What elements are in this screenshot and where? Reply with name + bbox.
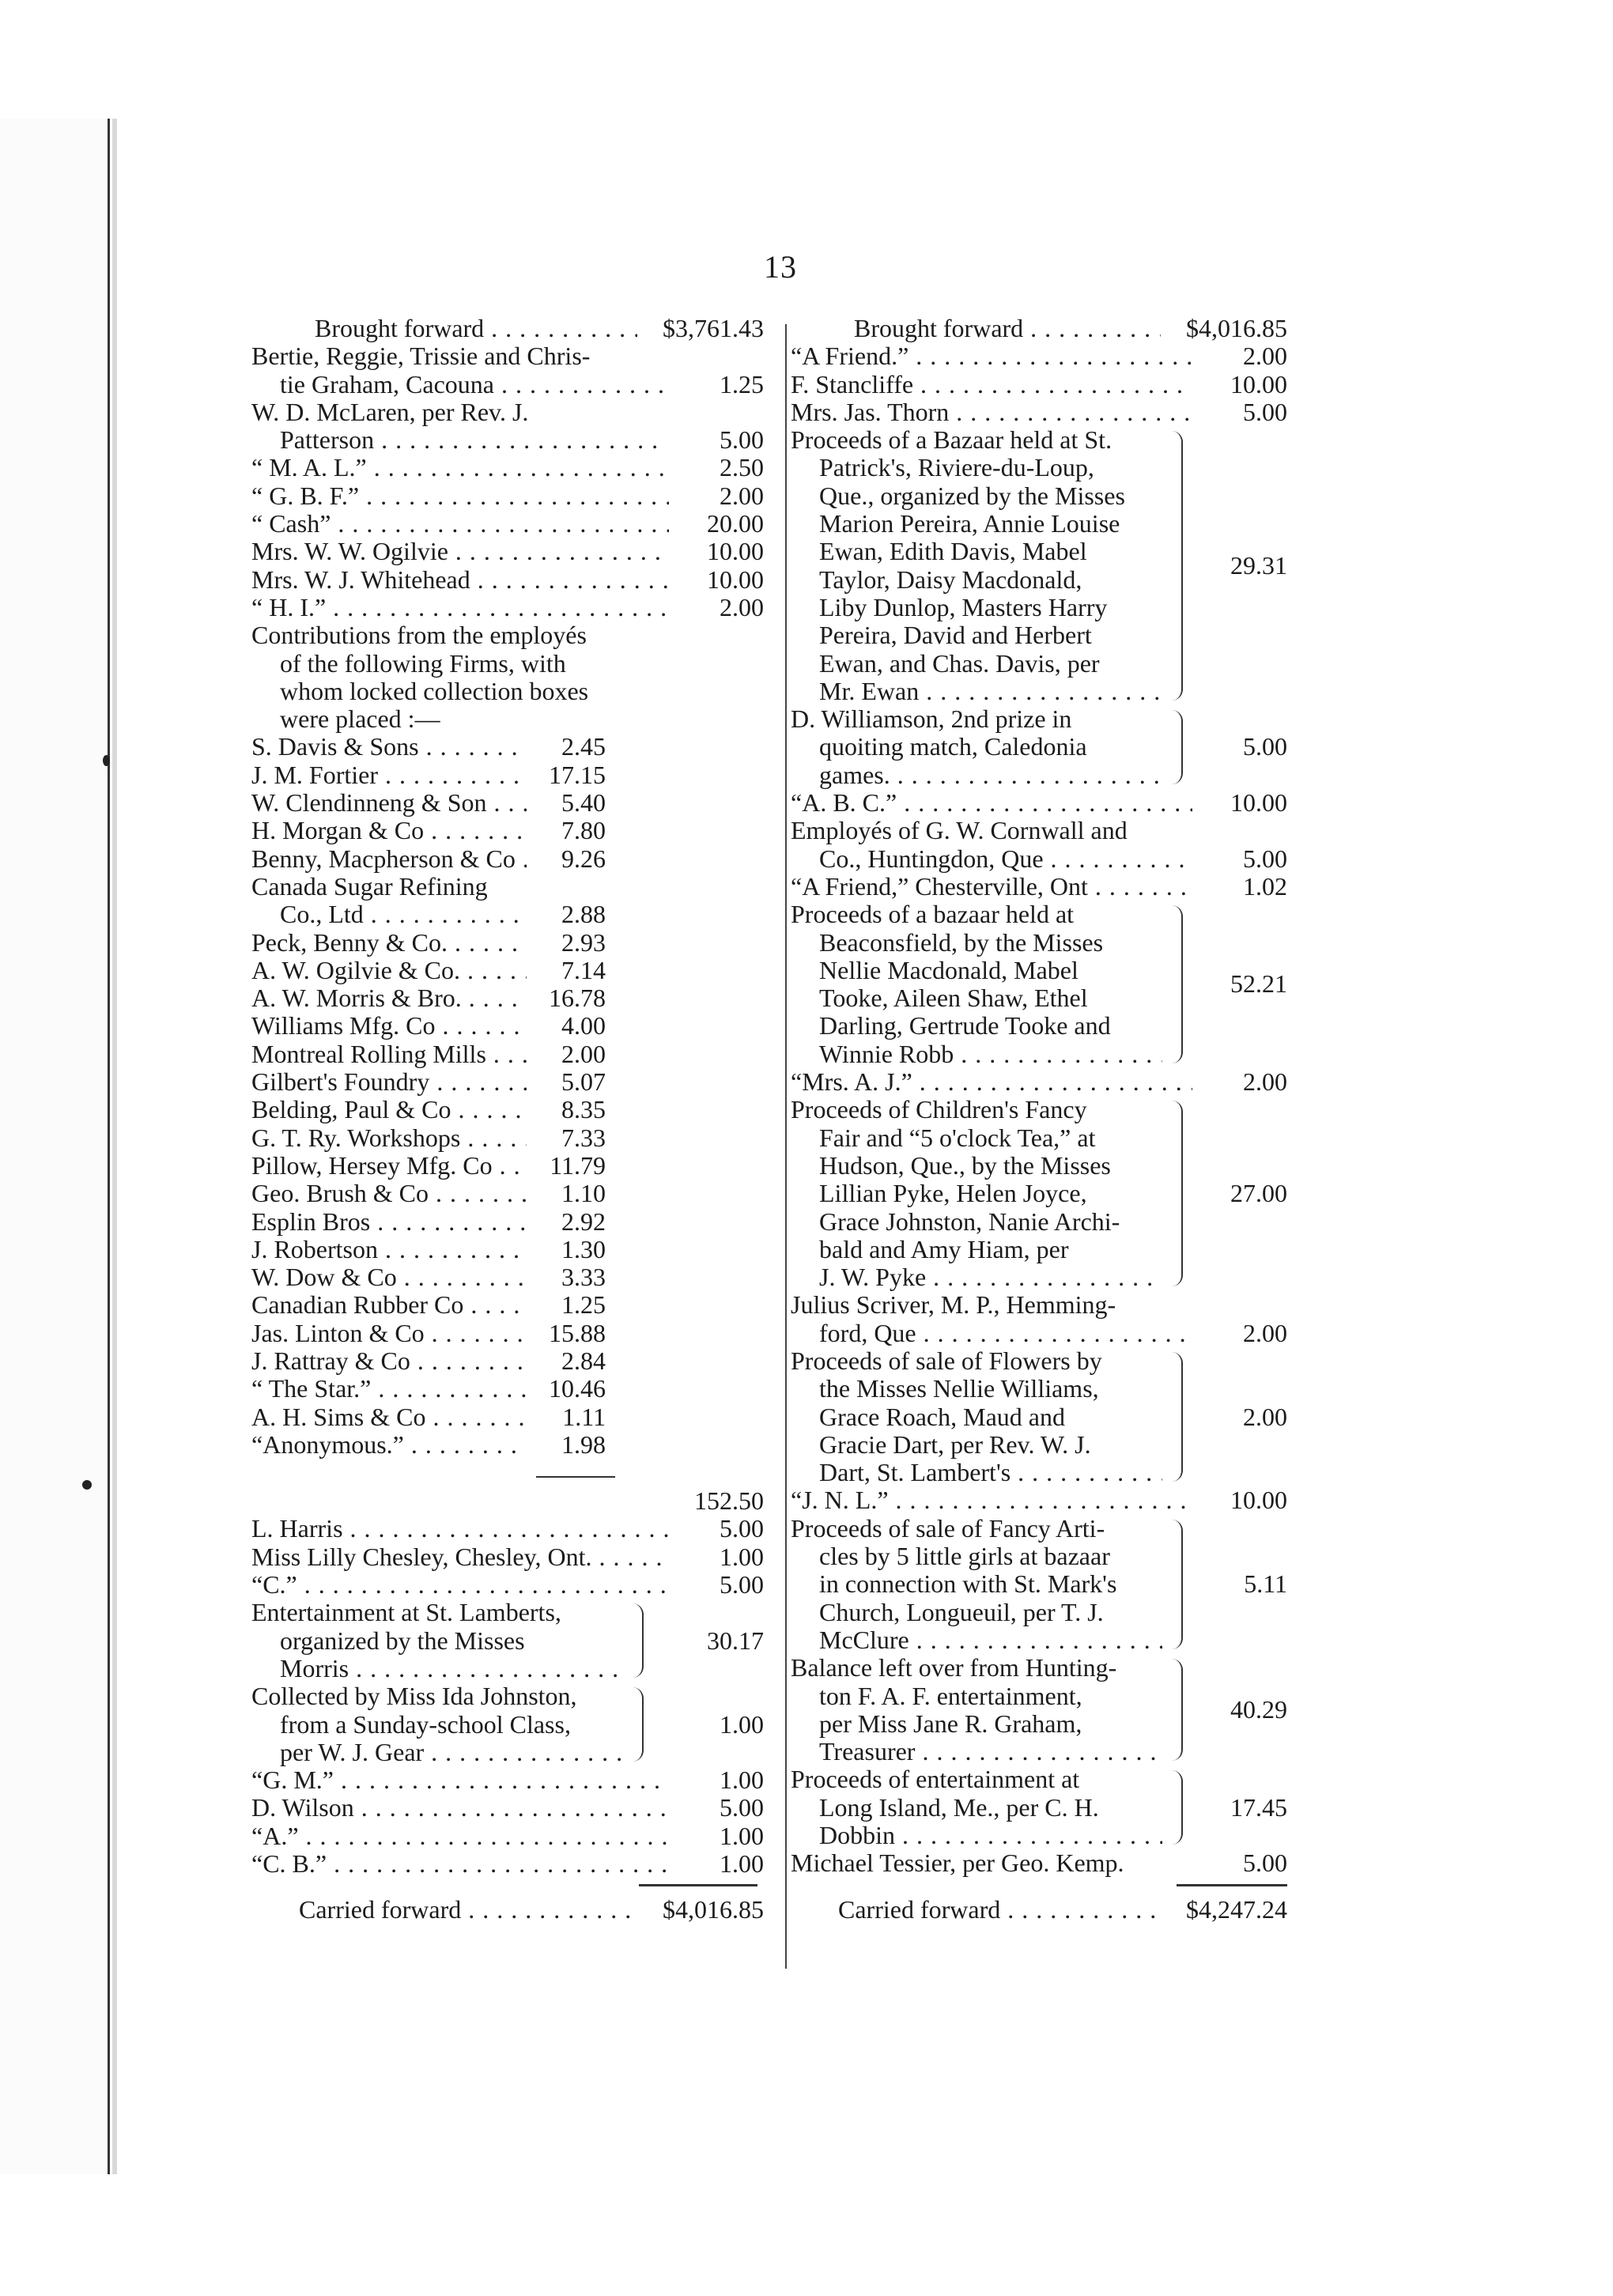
entry-label: Mrs. Jas. Thorn . . .	[791, 398, 1192, 426]
entry-label-line	[791, 1040, 1162, 1068]
entry-label-line	[791, 1459, 1162, 1486]
entry-amount: 5.00	[720, 1793, 764, 1822]
firm-name: Geo. Brush & Co . . .	[251, 1180, 527, 1207]
entry-label-line	[251, 371, 663, 398]
firm-amount: 4.00	[561, 1011, 606, 1040]
brace-mark	[1162, 1770, 1183, 1845]
entry-label-line: the Misses Nellie Williams,	[819, 1374, 1099, 1403]
firm-entry	[251, 1375, 606, 1403]
entry-label: Mrs. W. W. Ogilvie . . .	[251, 538, 669, 565]
braced-entry	[791, 901, 1287, 1068]
entry-label: “Mrs. A. J.” . . .	[791, 1068, 1192, 1096]
entry-amount: 1.00	[720, 1709, 764, 1739]
firm-amount: 5.07	[561, 1067, 606, 1097]
ledger-entry	[791, 371, 1287, 398]
firm-amount: 1.10	[561, 1179, 606, 1208]
entry-amount: 10.00	[1230, 788, 1287, 818]
firm-amount: 16.78	[549, 984, 606, 1013]
entry-amount: 5.00	[1243, 397, 1287, 426]
entry-label	[791, 817, 1194, 873]
braced-entry	[251, 1599, 764, 1682]
carried-forward-amount: $4,016.85	[663, 1895, 764, 1924]
firm-entry	[251, 733, 606, 761]
firms-subtotal-rule	[536, 1476, 615, 1478]
firm-entry	[251, 1320, 606, 1347]
firm-name: J. Rattray & Co . . .	[251, 1347, 527, 1375]
entry-label: L. Harris . . .	[251, 1515, 669, 1543]
firm-amount: 2.45	[561, 732, 606, 761]
entry-label-line: quoiting match, Caledonia	[819, 732, 1087, 761]
ledger-entry	[791, 1849, 1287, 1877]
firm-amount: 1.11	[562, 1402, 606, 1431]
firm-entry	[251, 1068, 606, 1096]
entry-label: Brought forward . . .	[251, 315, 637, 342]
entry-amount: 52.21	[1230, 969, 1287, 999]
firms-total-amount: 152.50	[694, 1486, 764, 1516]
ledger-entry	[251, 1515, 764, 1543]
entry-label-line	[791, 678, 1162, 705]
entry-label-line: Ewan, and Chas. Davis, per	[819, 648, 1100, 678]
firm-entry	[251, 1347, 606, 1375]
entry-amount: 5.00	[720, 425, 764, 455]
entry-label-text: Dobbin . . .	[819, 1822, 1162, 1849]
carried-forward-rule	[1177, 1884, 1287, 1886]
entry-label-line: from a Sunday-school Class,	[280, 1709, 571, 1739]
entry-label-line: Proceeds of a bazaar held at	[791, 900, 1075, 929]
brace-mark	[623, 1603, 644, 1678]
entry-label-line: Patrick's, Riviere-du-Loup,	[819, 453, 1094, 482]
entry-label-text: Mr. Ewan . . .	[819, 678, 1162, 705]
firm-entry	[251, 1431, 606, 1459]
entry-label-text: Morris . . .	[280, 1655, 623, 1682]
firm-amount: 1.25	[561, 1290, 606, 1320]
entry-label: “A Friend.” . . .	[791, 342, 1192, 370]
entry-label: “C. B.” . . .	[251, 1850, 669, 1878]
entry-label-line: Beaconsfield, by the Misses	[819, 927, 1104, 957]
entry-label-text: Treasurer . . .	[819, 1738, 1162, 1765]
firm-entry	[251, 1236, 606, 1263]
entry-label: “ Cash” . . .	[251, 510, 669, 538]
firm-name: Jas. Linton & Co . . .	[251, 1320, 527, 1347]
firm-amount: 2.00	[561, 1039, 606, 1068]
brace-mark	[1162, 1520, 1183, 1649]
firm-entry	[251, 1096, 606, 1123]
entry-label-text: games. . . .	[819, 761, 1162, 789]
entry-label: “A. B. C.” . . .	[791, 789, 1192, 817]
firm-entry	[251, 873, 764, 929]
previous-page-edge	[0, 119, 110, 2174]
ledger-entry	[251, 1850, 764, 1878]
firm-amount: 3.33	[561, 1263, 606, 1292]
entry-label-line	[251, 426, 663, 454]
entry-label: “G. M.” . . .	[251, 1766, 669, 1794]
entry-label: D. Wilson . . .	[251, 1794, 669, 1822]
entry-amount: 1.00	[720, 1542, 764, 1571]
entry-label-line	[791, 761, 1162, 789]
entry-label	[791, 426, 1162, 705]
entry-amount: 20.00	[707, 509, 764, 538]
braced-entry	[791, 1096, 1287, 1291]
firm-name: Pillow, Hersey Mfg. Co . . .	[251, 1152, 527, 1180]
firm-name: Esplin Bros . . .	[251, 1208, 527, 1236]
entry-amount: 29.31	[1230, 551, 1287, 580]
firm-amount: 2.92	[561, 1207, 606, 1236]
braced-entry	[791, 426, 1287, 705]
firm-entry	[251, 817, 606, 844]
entry-label	[791, 705, 1162, 789]
firm-name: J. M. Fortier . . .	[251, 761, 527, 789]
entry-amount: 2.00	[1243, 1402, 1287, 1431]
firm-entry	[251, 1152, 606, 1180]
brace-mark	[1162, 905, 1183, 1063]
firm-name: Montreal Rolling Mills . . .	[251, 1040, 527, 1068]
firm-entry	[251, 1124, 606, 1152]
brace-mark	[1162, 1659, 1183, 1761]
entry-label-line: Grace Johnston, Nanie Archi-	[819, 1207, 1120, 1236]
right-column	[791, 315, 1287, 1924]
carried-forward	[251, 1896, 764, 1924]
entry-label-line	[791, 1822, 1162, 1849]
firm-name: A. W. Ogilvie & Co. . . .	[251, 957, 527, 984]
entry-label-text: Co., Huntingdon, Que . . .	[819, 845, 1194, 873]
brace-mark	[1162, 431, 1183, 701]
ledger-entry	[791, 817, 1287, 873]
entry-amount: 2.00	[720, 592, 764, 621]
entry-label-line: Darling, Gertrude Tooke and	[819, 1011, 1111, 1040]
entry-label-line: Julius Scriver, M. P., Hemming-	[791, 1290, 1116, 1320]
left-column	[251, 315, 764, 1924]
brought-forward	[791, 315, 1287, 342]
firm-amount: 5.40	[561, 788, 606, 818]
entry-amount: $3,761.43	[663, 314, 764, 342]
entry-amount: 2.00	[1243, 1318, 1287, 1347]
firm-name: Benny, Macpherson & Co . . .	[251, 845, 527, 873]
entry-amount: 5.00	[720, 1570, 764, 1599]
braced-entry	[791, 705, 1287, 789]
entry-label-text: Patterson . . .	[280, 426, 663, 454]
entry-label-line: Que., organized by the Misses	[819, 481, 1125, 510]
firm-name: A. W. Morris & Bro. . . .	[251, 984, 527, 1012]
contributions-intro-line: whom locked collection boxes	[280, 676, 589, 705]
firm-entry	[251, 789, 606, 817]
entry-label	[251, 1599, 623, 1682]
firm-name: J. Robertson . . .	[251, 1236, 527, 1263]
entry-label: “A.” . . .	[251, 1822, 669, 1850]
ledger-entry	[791, 1486, 1287, 1514]
firm-amount: 8.35	[561, 1095, 606, 1124]
firm-entry	[251, 1180, 606, 1207]
ledger-entry	[251, 1822, 764, 1850]
entry-amount: 2.50	[720, 453, 764, 482]
firm-entry-last	[251, 901, 606, 928]
firm-name: S. Davis & Sons . . .	[251, 733, 527, 761]
carried-forward	[791, 1896, 1287, 1924]
carried-forward-rule	[639, 1884, 757, 1886]
entry-label	[791, 1765, 1162, 1849]
ledger-entry	[791, 342, 1287, 370]
entry-label	[251, 398, 663, 455]
entry-label-line	[791, 1320, 1194, 1347]
entry-label-line: Grace Roach, Maud and	[819, 1402, 1065, 1431]
entry-label-text: Dart, St. Lambert's . . .	[819, 1459, 1162, 1486]
firm-entry	[251, 957, 606, 984]
firm-amount: 11.79	[550, 1150, 606, 1180]
firm-entry	[251, 845, 606, 873]
entry-label-line: cles by 5 little girls at bazaar	[819, 1542, 1110, 1571]
ledger-entry	[791, 789, 1287, 817]
entry-label: “ M. A. L.” . . .	[251, 454, 669, 481]
entry-label-text: Winnie Robb . . .	[819, 1040, 1162, 1068]
firm-amount: 10.46	[549, 1374, 606, 1403]
entry-label-line	[251, 1739, 623, 1766]
entry-label-line: Pereira, David and Herbert	[819, 621, 1092, 650]
entry-label-line	[251, 1655, 623, 1682]
entry-label	[791, 1654, 1162, 1765]
entry-amount: 10.00	[707, 537, 764, 566]
entry-label	[791, 1515, 1162, 1654]
entry-amount: 5.11	[1244, 1569, 1287, 1599]
ledger-entry	[251, 398, 764, 455]
column-divider	[785, 324, 787, 1969]
firm-entry	[251, 1208, 606, 1236]
entry-label-text: McClure . . .	[819, 1626, 1162, 1654]
firm-amount: 1.98	[561, 1429, 606, 1459]
contributions-intro-line: of the following Firms, with	[280, 648, 566, 678]
ledger-entry	[251, 1794, 764, 1822]
firm-entry	[251, 1012, 606, 1040]
entry-label-line: in connection with St. Mark's	[819, 1569, 1117, 1599]
entry-label-line: Church, Longueuil, per T. J.	[819, 1597, 1104, 1626]
entry-amount: 2.00	[720, 481, 764, 510]
entry-label-text: tie Graham, Cacouna . . .	[280, 371, 663, 398]
brace-mark	[1162, 1101, 1183, 1286]
firms-total-label	[251, 1487, 669, 1515]
firm-name: A. H. Sims & Co . . .	[251, 1403, 527, 1431]
firms-total	[251, 1487, 764, 1515]
firm-name: “Anonymous.” . . .	[251, 1431, 527, 1459]
entry-amount: 5.00	[1243, 732, 1287, 761]
entry-label-line: Proceeds of entertainment at	[791, 1765, 1080, 1794]
firm-entry	[251, 1291, 606, 1319]
entry-amount: 40.29	[1230, 1695, 1287, 1724]
entry-amount: $4,016.85	[1186, 314, 1287, 342]
brace-mark	[1162, 710, 1183, 784]
ledger-entry	[251, 1571, 764, 1599]
firm-name: W. Clendinneng & Son . . .	[251, 789, 527, 817]
entry-amount: 1.25	[720, 369, 764, 398]
entry-label-text: J. W. Pyke . . .	[819, 1263, 1162, 1291]
entry-label-line: Tooke, Aileen Shaw, Ethel	[819, 984, 1088, 1013]
ink-speck	[103, 755, 110, 766]
ledger-entry	[791, 1291, 1287, 1347]
firm-amount: 17.15	[549, 760, 606, 789]
entry-label: “ H. I.” . . .	[251, 594, 669, 621]
braced-entry	[791, 1765, 1287, 1849]
entry-label-line: Marion Pereira, Annie Louise	[819, 509, 1120, 538]
braced-entry	[791, 1654, 1287, 1765]
entry-amount: 1.00	[720, 1821, 764, 1850]
firm-amount: 15.88	[549, 1318, 606, 1347]
entry-label-line: bald and Amy Hiam, per	[819, 1234, 1069, 1263]
entry-label-line: Gracie Dart, per Rev. W. J.	[819, 1429, 1091, 1459]
firm-amount: 7.14	[561, 955, 606, 984]
ledger-entry	[251, 454, 764, 481]
braced-entry	[251, 1682, 764, 1766]
firm-name: Canadian Rubber Co . . .	[251, 1291, 527, 1319]
firm-amount: 2.93	[561, 927, 606, 957]
entry-label-text: ford, Que . . .	[819, 1320, 1194, 1347]
ledger-entry	[791, 1068, 1287, 1096]
entry-label: “ G. B. F.” . . .	[251, 482, 669, 510]
firm-name: Peck, Benny & Co. . . .	[251, 929, 527, 957]
brought-forward	[251, 315, 764, 342]
entry-label-line: Proceeds of sale of Flowers by	[791, 1346, 1102, 1375]
firm-amount: 7.33	[561, 1123, 606, 1152]
entry-amount: 1.00	[720, 1765, 764, 1795]
firm-entry	[251, 1040, 606, 1068]
entry-label-line: organized by the Misses	[280, 1626, 525, 1655]
firm-amount: 9.26	[561, 844, 606, 873]
ledger-entry	[251, 342, 764, 398]
entry-amount: 5.00	[1243, 1849, 1287, 1878]
firm-entry	[251, 761, 606, 789]
entry-label	[791, 1291, 1194, 1347]
firm-entry	[251, 984, 606, 1012]
ledger-entry	[791, 873, 1287, 901]
page-number: 13	[764, 249, 797, 285]
braced-entry	[791, 1347, 1287, 1486]
entry-amount: 1.00	[720, 1849, 764, 1879]
entry-label-line: Employés of G. W. Cornwall and	[791, 816, 1128, 845]
firm-name: Co., Ltd . . .	[280, 901, 527, 928]
entry-label-line: Bertie, Reggie, Trissie and Chris-	[251, 342, 591, 371]
entry-label-line: Hudson, Que., by the Misses	[819, 1150, 1111, 1180]
firm-amount: 2.88	[561, 900, 606, 929]
contributions-intro-line: Contributions from the employés	[251, 621, 587, 650]
entry-amount: 5.00	[720, 1514, 764, 1543]
carried-forward-amount: $4,247.24	[1186, 1894, 1287, 1924]
firm-amount: 2.84	[561, 1346, 606, 1375]
entry-label-line	[791, 1263, 1162, 1291]
ledger-entry	[251, 1766, 764, 1794]
firm-entry	[251, 1403, 606, 1431]
ledger-entry	[251, 510, 764, 538]
entry-amount: 10.00	[1230, 369, 1287, 398]
entry-amount: 1.02	[1243, 871, 1287, 901]
entry-label-line: Collected by Miss Ida Johnston,	[251, 1682, 577, 1711]
entry-label-line	[791, 1738, 1162, 1765]
entry-label-line: ton F. A. F. entertainment,	[819, 1681, 1082, 1710]
entry-amount: 5.00	[1243, 844, 1287, 873]
entry-label-line	[791, 845, 1194, 873]
entry-label: Brought forward . . .	[791, 315, 1161, 342]
entry-label-line: Nellie Macdonald, Mabel	[819, 955, 1078, 984]
entry-label: Michael Tessier, per Geo. Kemp.	[791, 1849, 1124, 1878]
ledger-entry	[251, 566, 764, 594]
firm-amount: 7.80	[561, 816, 606, 845]
entry-label-line: Proceeds of Children's Fancy	[791, 1095, 1087, 1124]
entry-label-line: Ewan, Edith Davis, Mabel	[819, 537, 1087, 566]
entry-label-line	[791, 1626, 1162, 1654]
entry-label: Miss Lilly Chesley, Chesley, Ont. . . .	[251, 1543, 669, 1571]
entry-label-line: Lillian Pyke, Helen Joyce,	[819, 1179, 1087, 1208]
entry-label-line: Proceeds of a Bazaar held at St.	[791, 425, 1112, 455]
entry-amount: 27.00	[1230, 1179, 1287, 1208]
entry-amount: 10.00	[707, 565, 764, 594]
firm-name: W. Dow & Co . . .	[251, 1263, 527, 1291]
entry-label: “C.” . . .	[251, 1571, 669, 1599]
entry-label-line: Long Island, Me., per C. H.	[819, 1792, 1099, 1822]
entry-amount: 30.17	[707, 1626, 764, 1655]
entry-label: “A Friend,” Chesterville, Ont . . .	[791, 873, 1192, 901]
entry-amount: 17.45	[1230, 1792, 1287, 1822]
entry-amount: 2.00	[1243, 1067, 1287, 1097]
firm-name: G. T. Ry. Workshops . . .	[251, 1124, 527, 1152]
firm-name: Canada Sugar Refining	[251, 871, 488, 901]
entry-label-line: Liby Dunlop, Masters Harry	[819, 592, 1108, 621]
entry-label-line: per Miss Jane R. Graham,	[819, 1709, 1082, 1738]
firm-name: Gilbert's Foundry . . .	[251, 1068, 527, 1096]
entry-label	[251, 342, 663, 398]
braced-entry	[791, 1515, 1287, 1654]
entry-label	[791, 1347, 1162, 1486]
entry-label-line: Entertainment at St. Lamberts,	[251, 1598, 561, 1627]
firm-amount: 1.30	[561, 1234, 606, 1263]
ledger-entry	[791, 398, 1287, 426]
firm-name: Williams Mfg. Co . . .	[251, 1012, 527, 1040]
entry-label-line: Balance left over from Hunting-	[791, 1653, 1117, 1682]
entry-label	[791, 1096, 1162, 1291]
ink-speck	[82, 1480, 92, 1490]
ledger-entry	[251, 594, 764, 621]
entry-label-line: Proceeds of sale of Fancy Arti-	[791, 1513, 1105, 1543]
entry-label: “J. N. L.” . . .	[791, 1486, 1192, 1514]
firm-name: “ The Star.” . . .	[251, 1375, 527, 1403]
ledger-entry	[251, 538, 764, 565]
entry-label: F. Stancliffe . . .	[791, 371, 1192, 398]
firm-name: Belding, Paul & Co . . .	[251, 1096, 527, 1123]
entry-label: Mrs. W. J. Whitehead . . .	[251, 566, 669, 594]
entry-label-line: W. D. McLaren, per Rev. J.	[251, 397, 529, 426]
entry-label	[251, 1682, 623, 1766]
entry-label	[791, 901, 1162, 1068]
firm-name: H. Morgan & Co . . .	[251, 817, 527, 844]
page-gutter-shadow	[112, 119, 117, 2174]
brace-mark	[623, 1687, 644, 1762]
entry-label-text: per W. J. Gear . . .	[280, 1739, 623, 1766]
ledger-entry	[251, 1543, 764, 1571]
contributions-intro-line: were placed :—	[280, 704, 440, 734]
carried-forward-label: Carried forward . . .	[251, 1896, 637, 1924]
carried-forward-label: Carried forward . . .	[791, 1896, 1161, 1924]
entry-label-line: Taylor, Daisy Macdonald,	[819, 565, 1082, 594]
ledger-entry	[251, 482, 764, 510]
entry-label-line: Fair and “5 o'clock Tea,” at	[819, 1123, 1096, 1152]
firm-entry	[251, 1263, 606, 1291]
entry-amount: 2.00	[1243, 342, 1287, 371]
brace-mark	[1162, 1352, 1183, 1482]
firm-entry	[251, 929, 606, 957]
entry-label-line: D. Williamson, 2nd prize in	[791, 704, 1072, 734]
entry-amount: 10.00	[1230, 1486, 1287, 1515]
contributions-intro	[251, 621, 764, 733]
